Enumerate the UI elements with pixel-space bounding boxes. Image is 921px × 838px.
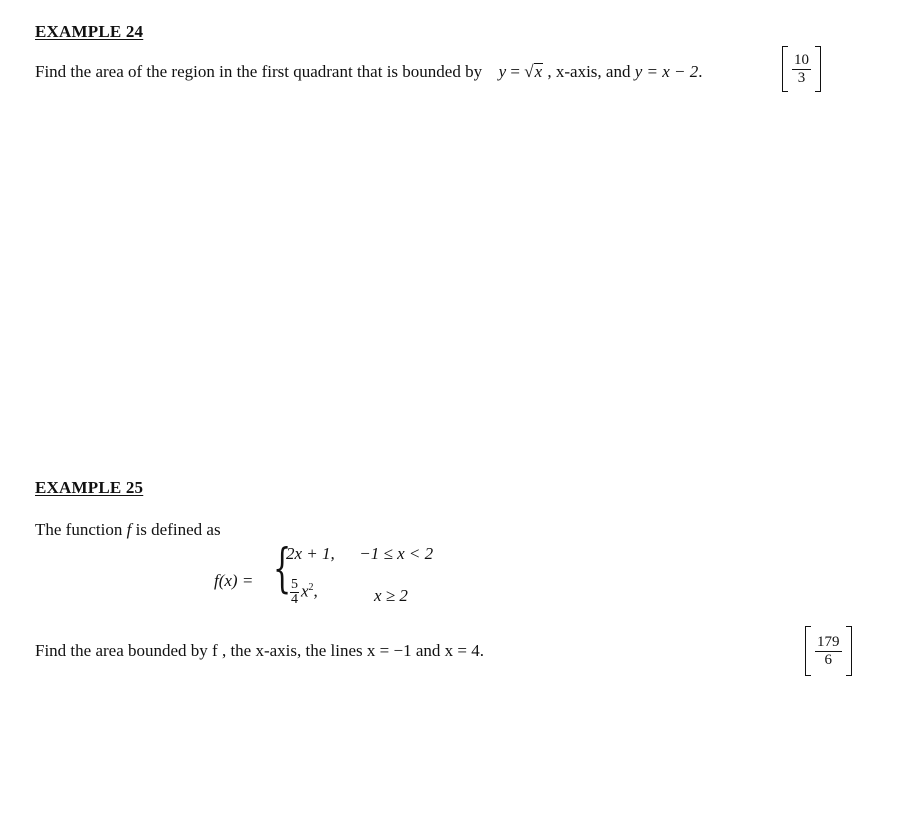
piece-2-exponent: 2 xyxy=(308,581,314,593)
piece-2-numerator: 5 xyxy=(291,577,298,592)
example-25-heading: EXAMPLE 25 xyxy=(35,478,144,497)
piece-2-condition: x ≥ 2 xyxy=(374,586,408,605)
question-period: . xyxy=(698,62,703,81)
piece-2-denominator: 4 xyxy=(291,592,298,607)
question-text-start: Find the area of the region in the first quadrant that is bounded by xyxy=(35,62,483,81)
piece-2-variable: x xyxy=(301,581,309,601)
intro-text-start: The function xyxy=(35,520,127,539)
example-24-answer xyxy=(782,46,821,92)
right-bracket xyxy=(815,46,821,92)
right-bracket xyxy=(846,626,852,676)
piece-2-fraction xyxy=(290,578,299,607)
piece-2 xyxy=(290,578,318,607)
answer-denominator: 3 xyxy=(797,69,806,86)
piece-1-condition: −1 ≤ x < 2 xyxy=(359,544,434,563)
equals-sign: = xyxy=(506,62,525,81)
piece-1 xyxy=(286,544,433,564)
equation-line: y = x − 2 xyxy=(634,62,699,81)
question-text-mid: , x-axis, and xyxy=(543,62,635,81)
example-24-question xyxy=(35,62,703,82)
piece-1-expression: 2x + 1, xyxy=(286,544,335,563)
answer-numerator: 179 xyxy=(817,633,840,650)
answer-fraction xyxy=(788,46,815,92)
example-25-intro xyxy=(35,520,221,540)
equation-y: y xyxy=(498,62,507,81)
function-label: f(x) = xyxy=(214,571,254,590)
example-25-answer xyxy=(805,626,852,676)
answer-fraction xyxy=(811,626,846,676)
curly-brace-icon: { xyxy=(273,539,292,599)
answer-numerator: 10 xyxy=(794,51,809,68)
example-24-heading: EXAMPLE 24 xyxy=(35,22,144,41)
example-25-question: Find the area bounded by f , the x-axis, the lines x = −1 and x = 4. xyxy=(35,641,484,660)
intro-function-name: f xyxy=(126,520,132,539)
intro-text-end: is defined as xyxy=(131,520,221,539)
answer-denominator: 6 xyxy=(824,651,832,668)
sqrt-radicand: x xyxy=(534,62,543,81)
piece-2-comma: , xyxy=(313,581,318,601)
sqrt-icon: √ xyxy=(524,62,534,81)
sqrt-expression xyxy=(524,62,543,82)
